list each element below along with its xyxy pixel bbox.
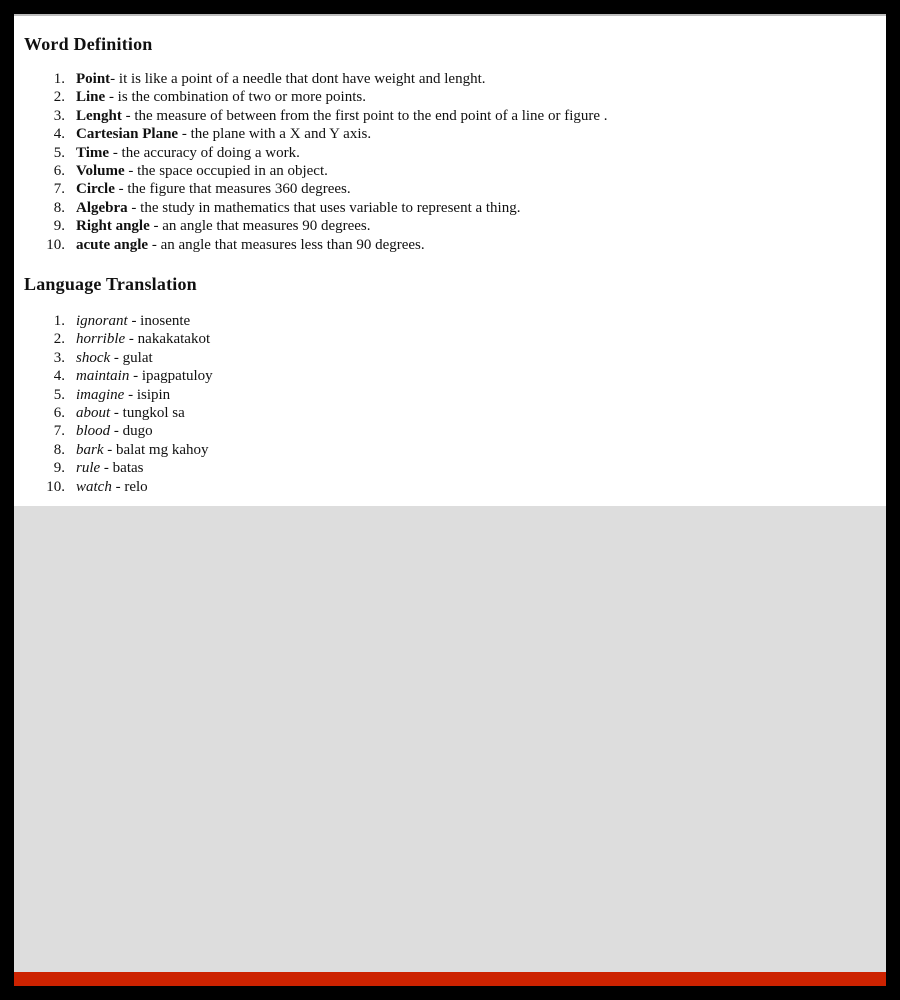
definition-text: - the accuracy of doing a work.: [109, 144, 300, 161]
definition-item: [14, 88, 874, 106]
bottom-accent-bar: [14, 972, 886, 986]
translation-text: - tungkol sa: [110, 404, 185, 421]
translation-text: - nakakatakot: [125, 331, 211, 348]
item-text: [76, 125, 371, 143]
definition-term: Volume: [76, 162, 125, 179]
language-translation-heading: Language Translation: [24, 274, 197, 294]
item-number: 9.: [53, 460, 65, 477]
english-word: imagine: [76, 386, 125, 403]
definition-item: [14, 162, 874, 180]
item-text: [76, 330, 210, 348]
item-text: [76, 312, 190, 330]
definition-term: Time: [76, 144, 110, 161]
item-number: 8.: [53, 441, 65, 458]
item-number: 9.: [53, 218, 65, 235]
definition-item: [14, 125, 874, 143]
definition-term: Lenght: [76, 107, 122, 124]
item-number: 3.: [53, 107, 65, 124]
english-word: horrible: [76, 331, 126, 348]
translation-item: [14, 459, 874, 477]
definition-text: - the plane with a X and Y axis.: [178, 126, 372, 143]
item-text: [76, 70, 486, 88]
word-definition-heading: Word Definition: [24, 34, 153, 54]
translation-item: [14, 312, 874, 330]
definition-item: [14, 236, 874, 254]
translation-item: [14, 478, 874, 496]
definition-text: - an angle that measures less than 90 degrees.: [148, 236, 425, 253]
item-text: [76, 162, 328, 180]
definition-text: - an angle that measures 90 degrees.: [149, 218, 371, 235]
item-text: [76, 236, 425, 254]
translation-text: - balat mg kahoy: [103, 441, 209, 458]
translation-text: - dugo: [110, 423, 153, 440]
definition-term: Point: [76, 71, 111, 87]
translation-item: [14, 349, 874, 367]
item-text: [76, 144, 300, 162]
translation-item: [14, 367, 874, 385]
definition-term: Circle: [76, 181, 115, 198]
translation-text: - isipin: [124, 386, 171, 403]
item-text: [76, 217, 371, 235]
item-number: 3.: [53, 349, 65, 366]
item-text: [76, 88, 366, 106]
english-word: watch: [76, 478, 112, 495]
definition-term: Algebra: [76, 199, 128, 216]
english-word: shock: [76, 349, 111, 366]
translation-item: [14, 386, 874, 404]
word-definition-list: [14, 70, 874, 254]
item-number: 7.: [53, 181, 65, 198]
definition-item: [14, 180, 874, 198]
item-text: [76, 199, 520, 217]
english-word: blood: [76, 423, 111, 440]
item-number: 10.: [46, 236, 65, 253]
item-number: 1.: [53, 71, 65, 87]
item-number: 5.: [53, 144, 65, 161]
item-number: 10.: [46, 478, 65, 495]
translation-text: - batas: [100, 460, 144, 477]
item-number: 2.: [53, 331, 65, 348]
item-number: 4.: [53, 126, 65, 143]
definition-item: [14, 70, 874, 88]
definition-term: Cartesian Plane: [76, 126, 179, 143]
english-word: ignorant: [76, 313, 128, 329]
definition-text: - the space occupied in an object.: [124, 162, 328, 179]
english-word: rule: [76, 460, 101, 477]
translation-text: - gulat: [110, 349, 153, 366]
document-page: [14, 16, 886, 506]
definition-term: acute angle: [76, 236, 149, 253]
item-text: [76, 459, 144, 477]
translation-item: [14, 422, 874, 440]
definition-term: Right angle: [76, 218, 150, 235]
item-text: [76, 422, 153, 440]
item-text: [76, 441, 208, 459]
definition-item: [14, 199, 874, 217]
definition-text: - the figure that measures 360 degrees.: [114, 181, 351, 198]
screenshot-frame: [14, 14, 886, 986]
item-number: 6.: [53, 162, 65, 179]
item-number: 1.: [53, 313, 65, 329]
item-number: 8.: [53, 199, 65, 216]
translation-text: - inosente: [127, 313, 191, 329]
definition-text: - it is like a point of a needle that dont have weight and lenght.: [110, 71, 486, 87]
english-word: about: [76, 404, 111, 421]
translation-text: - relo: [111, 478, 148, 495]
item-number: 6.: [53, 404, 65, 421]
definition-term: Line: [76, 89, 106, 106]
item-number: 2.: [53, 89, 65, 106]
english-word: bark: [76, 441, 104, 458]
translation-item: [14, 330, 874, 348]
item-text: [76, 180, 351, 198]
translation-item: [14, 404, 874, 422]
translation-text: - ipagpatuloy: [129, 368, 213, 385]
definition-item: [14, 107, 874, 125]
item-number: 5.: [53, 386, 65, 403]
item-number: 4.: [53, 368, 65, 385]
translation-item: [14, 441, 874, 459]
item-text: [76, 349, 153, 367]
definition-text: - the measure of between from the first point to the end point of a line or figure .: [121, 107, 608, 124]
english-word: maintain: [76, 368, 130, 385]
item-text: [76, 107, 608, 125]
item-number: 7.: [53, 423, 65, 440]
item-text: [76, 478, 148, 496]
definition-text: - is the combination of two or more points.: [105, 89, 366, 106]
definition-item: [14, 217, 874, 235]
item-text: [76, 404, 185, 422]
language-translation-list: [14, 312, 874, 496]
definition-item: [14, 144, 874, 162]
item-text: [76, 386, 170, 404]
definition-text: - the study in mathematics that uses variable to represent a thing.: [127, 199, 521, 216]
item-text: [76, 367, 213, 385]
